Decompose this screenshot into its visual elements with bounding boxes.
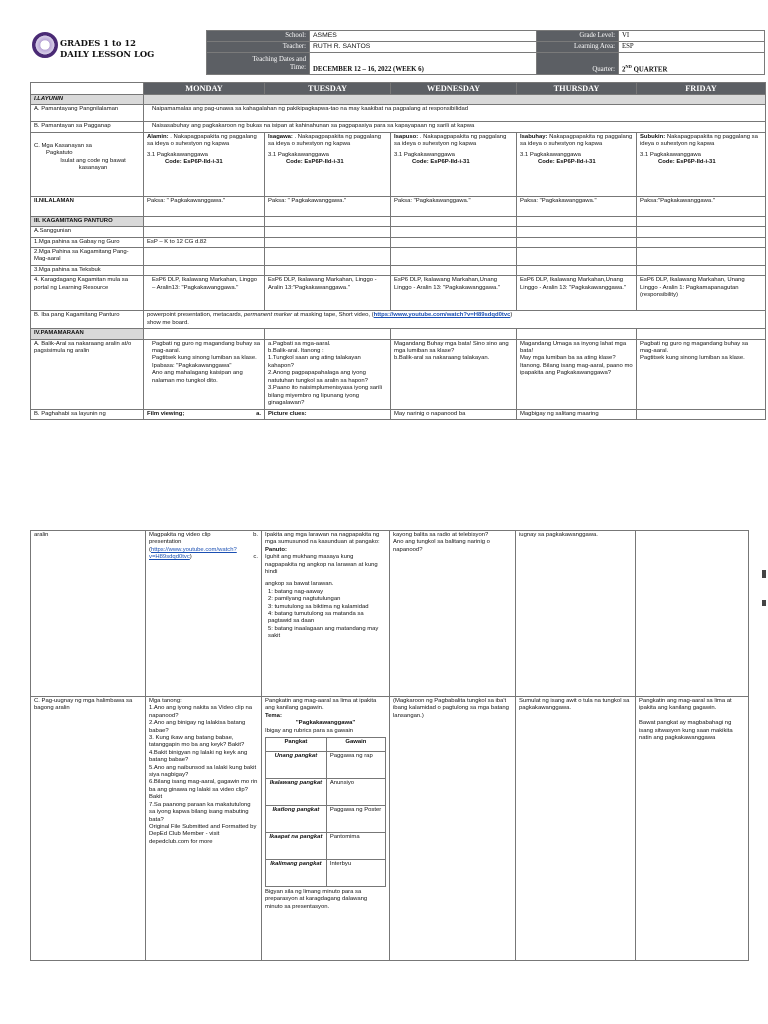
header-info <box>206 30 765 75</box>
lr-thursday: EsP6 DLP, Ikalawang Markahan,Unang Linggo - Aralin 13: "Pagkakawanggawa." <box>517 276 637 311</box>
nilalaman-wednesday: Paksa: "Pagkakawanggawa." <box>391 196 517 216</box>
nilalaman-friday: Paksa:"Pagkakawanggawa." <box>637 196 766 216</box>
pag-uugnay-wednesday: (Magkaroon ng Pagbabalita tungkol sa iba't ibang kalamidad o pagtulong sa mga batang lansangan.) <box>390 697 516 961</box>
quarter-value: 2ND QUARTER <box>619 53 765 75</box>
day-friday: FRIDAY <box>637 83 766 95</box>
teacher-value: RUTH R. SANTOS <box>310 42 537 53</box>
school-label: School: <box>207 31 310 42</box>
day-header-row <box>31 83 766 95</box>
quarter-label: Quarter: <box>537 53 619 75</box>
school-value: ASMES <box>310 31 537 42</box>
kasanayan-wednesday: Isapuso: . Nakapagpapakita ng paggalang sa ideya o suhestyon ng kapwa 3.1 Pagkakawanggawa Code: EsP6P-IId-i-31 <box>391 132 517 196</box>
groups-table: Pangkat Gawain Unang pangkat Paggawa ng rap Ikalawang pangkat Anunsiyo Ikatlong pangkat Paggawa ng Poster Ikaapat na pangkat Pantomima Ikalimang pangkat Interbyu <box>265 737 386 887</box>
lesson-log-table-continued <box>30 530 749 961</box>
area-value: ESP <box>619 42 765 53</box>
row-kasanayan <box>31 132 766 196</box>
pag-uugnay-monday: Mga tanong: 1.Ano ang iyong nakita sa Video clip na napanood? 2.Ano ang binigay ng lalakisa batang babae? 3. Kung ikaw ang batang babae, tatanggapin mo ba ang keyk? Bakit? 4.Bakit binigyan ng lalaki ng keyk ang batang babae? 5.Ano ang naibunsod sa lalaki kung bakit siya nagbigay? 6.Bilang isang mag-aaral, gagawin mo rin ba ang ginawa ng lalaki sa video clip? Bakit 7.Sa paanong paraan ka makatutulong sa iyong kapwa bilang isang mabuting bata? Original File Submitted and Formatted by DepEd Club Member - visit depedclub.com for more <box>146 697 262 961</box>
nilalaman-monday: Paksa: " Pagkakawanggawa." <box>144 196 265 216</box>
pag-uugnay-tuesday: Pangkatin ang mag-aaral sa lima at ipakita ang kanilang gagawin. Tema: "Pagkakawanggawa" Ibigay ang rubrics para sa gawain Pangkat Gawain Unang pangkat Paggawa ng rap Ikalawang pangkat Anunsiyo Ikatlong pangkat Paggawa ng Poster Ikaapat na pangkat Pantomima Ikalimang pangkat Interbyu Bigyan sila ng limang minuto para sa preparasyon at karagdagang dalawang minuto sa presentasyon. <box>262 697 390 961</box>
deped-seal-icon <box>32 32 58 58</box>
brand-title: GRADES 1 to 12 DAILY LESSON LOG <box>60 38 155 59</box>
balik-friday: Pagbati ng guro ng magandang buhay sa mag-aaral. Pagtitsek kung sinong lumiban sa klase. <box>637 339 766 409</box>
page-edge-mark <box>762 570 766 578</box>
section-layunin: I.LAYUNIN <box>31 95 766 105</box>
row-pamantayang-pangnilalaman: A. Pamantayang Pangnilalaman Naipamamalas ang pag-unawa sa kahagalahan ng pakikipagkapwa-tao na may kaakibat na pagpalang at responsibilidad <box>31 105 766 122</box>
page-2 <box>0 530 768 970</box>
paghahabi-monday: Magpakita ng video clip b. presentation (https://www.youtube.com/watch?v=H89sdqd0tvc) c. <box>146 531 262 697</box>
row-paghahabi: B. Paghahabi sa layunin ng Film viewing; a. Picture clues: May narinig o napanood ba Magbigay ng salitang maaring <box>31 409 766 419</box>
paghahabi-wednesday-top: May narinig o napanood ba <box>391 409 517 419</box>
section-kagamitang-panturo: III. KAGAMITANG PANTURO <box>31 216 766 226</box>
page-1 <box>0 0 768 480</box>
teacher-label: Teacher: <box>207 42 310 53</box>
kasanayan-thursday: Isabuhay: Nakapagpapakita ng paggalang sa ideya o suhestyon ng kapwa 3.1 Pagkakawanggawa Code: EsP6P-IId-i-31 <box>517 132 637 196</box>
balik-tuesday: a.Pagbati sa mga-aaral. b.Balik-aral. Itanong : 1.Tungkol saan ang ating talakayan kahapon? 2.Anong pagpapapahalaga ang iyong natutuhan tungkol sa aralin sa hapon? 3.Paano ito naisimplumenisyasa iyong sarili bilang miyembro ng lipunang iyong ginagalawan? <box>265 339 391 409</box>
nilalaman-thursday: Paksa: "Pagkakawanggawa." <box>517 196 637 216</box>
kasanayan-friday: Subukin: Nakapagpapakita ng paggalang sa ideya o suhestyon ng kapwa 3.1 Pagkakawanggawa Code: EsP6P-IId-i-31 <box>637 132 766 196</box>
paghahabi-thursday-top: Magbigay ng salitang maaring <box>517 409 637 419</box>
day-tuesday: TUESDAY <box>265 83 391 95</box>
lr-tuesday: EsP6 DLP, Ikalawang Markahan, Linggo - Aralin 13:"Pagkakawanggawa." <box>265 276 391 311</box>
paghahabi-wednesday: kayong balita sa radio at telebisyon? Ano ang tungkol sa balitang narinig o napanood? <box>390 531 516 697</box>
pag-uugnay-thursday: Sumulat ng isang awit o tula na tungkol sa pagkakawanggawa. <box>516 697 636 961</box>
row-teksbuk: 3.Mga pahina sa Teksbuk <box>31 265 766 275</box>
row-pag-uugnay: C. Pag-uugnay ng mga halimbawa sa bagong aralin Mga tanong: 1.Ano ang iyong nakita sa Video clip na napanood? 2.Ano ang binigay ng lalakisa batang babae? 3. Kung ikaw ang batang babae, tatanggapin mo ba ang keyk? Bakit? 4.Bakit binigyan ng lalaki ng keyk ang batang babae? 5.Ano ang naibunsod sa lalaki kung bakit siya nagbigay? 6.Bilang isang mag-aaral, gagawin mo rin ba ang ginawa ng lalaki sa video clip? Bakit 7.Sa paanong paraan ka makatutulong sa iyong kapwa bilang isang mabuting bata? Original File Submitted and Formatted by DepEd Club Member - visit depedclub.com for more Pangkatin ang mag-aaral sa lima at ipakita ang kanilang gagawin. Tema: "Pagkakawanggawa" Ibigay ang rubrics para sa gawain Pangkat Gawain Unang pangkat Paggawa ng rap Ikalawang pangkat Anunsiyo Ikatlong pangkat Paggawa ng Poster Ikaapat na pangkat Pantomima Ikalimang pangkat Interbyu Bigyan sila ng limang minuto para sa preparasyon at karagdagang dalawang minuto sa presentasyon. (Magkaroon ng Pagbabalita tungkol sa iba't ibang kalamidad o pagtulong sa mga batang lansangan.) Sumulat ng isang awit o tula na tungkol sa pagkakawanggawa. Pangkatin ang mag-aaral sa lima at ipakita ang kanilang gagawin. Bawat pangkat ay magbabahagi ng isang sitwasyon kung saan makikita natin ang pagkakawanggawa <box>31 697 749 961</box>
row-iba-pang-kagamitan: B. Iba pang Kagamitang Panturo powerpoint presentation, metacards, permanent marker at masking tape, Short video, (https://www.youtube.com/watch?v=H89sdqd0tvc) show me board. <box>31 311 766 329</box>
balik-thursday: Magandang Umaga sa inyong lahat mga bata! May mga lumiban ba sa ating klase? Itanong. Bilang isang mag-aaral, paano mo ipapakita ang Pagkakawanggawa? <box>517 339 637 409</box>
day-thursday: THURSDAY <box>517 83 637 95</box>
lr-wednesday: EsP6 DLP, Ikalawang Markahan,Unang Linggo - Aralin 13: "Pagkakawanggawa." <box>391 276 517 311</box>
lesson-log-table <box>30 82 766 420</box>
balik-monday: Pagbati ng guro ng magandang buhay sa mag-aaral. Pagtitsek kung sinong lumiban sa klase. Ipabasa: "Pagkakawanggawa" Ano ang mahalagang kaisipan ang nalaman mo tungkol dito. <box>144 339 265 409</box>
row-balik-aral: A. Balik-Aral sa nakaraang aralin at/o pagsisimula ng aralin Pagbati ng guro ng magandang buhay sa mag-aaral. Pagtitsek kung sinong lumiban sa klase. Ipabasa: "Pagkakawanggawa" Ano ang mahalagang kaisipan ang nalaman mo tungkol dito. a.Pagbati sa mga-aaral. b.Balik-aral. Itanong : 1.Tungkol saan ang ating talakayan kahapon? 2.Anong pagpapapahalaga ang iyong natutuhan tungkol sa aralin sa hapon? 3.Paano ito naisimplumenisyasa iyong sarili bilang miyembro ng lipunang iyong ginagalawan? Magandang Buhay mga bata! Sino sino ang mga lumiban sa klase? b.Balik-aral sa nakaraang talakayan. Magandang Umaga sa inyong lahat mga bata! May mga lumiban ba sa ating klase? Itanong. Bilang isang mag-aaral, paano mo ipapakita ang Pagkakawanggawa? Pagbati ng guro ng magandang buhay sa mag-aaral. Pagtitsek kung sinong lumiban sa klase. <box>31 339 766 409</box>
day-monday: MONDAY <box>144 83 265 95</box>
paghahabi-tuesday-top: Picture clues: <box>265 409 391 419</box>
paghahabi-monday-top: Film viewing; a. <box>144 409 265 419</box>
header <box>30 30 765 75</box>
section-pamamaraan: IV.PAMAMARAAN <box>31 329 766 339</box>
row-kagamitang-mag-aaral: 2.Mga Pahina sa Kagamitang Pang-Mag-aaral <box>31 248 766 266</box>
lr-monday: EsP6 DLP, Ikalawang Markahan, Linggo – Aralin13: "Pagkakawanggawa." <box>144 276 265 311</box>
kasanayan-monday: Alamin: . Nakapagpapakita ng paggalang sa ideya o suhestyon ng kapwa 3.1 Pagkakawanggawa Code: EsP6P-IId-i-31 <box>144 132 265 196</box>
lr-friday: EsP6 DLP, Ikalawang Markahan, Unang Linggo - Aralin 1: Pagkamapanagutan (responsibility) <box>637 276 766 311</box>
grade-value: VI <box>619 31 765 42</box>
nilalaman-tuesday: Paksa: " Pagkakawanggawa." <box>265 196 391 216</box>
paghahabi-thursday: iugnay sa pagkakawanggawa. <box>516 531 636 697</box>
kasanayan-label: C. Mga Kasanayan sa Pagkatuto Isulat ang code ng bawat kasanayan <box>31 132 144 196</box>
dates-value: DECEMBER 12 – 16, 2022 (WEEK 6) <box>310 53 537 75</box>
day-wednesday: WEDNESDAY <box>391 83 517 95</box>
iba-pang-kagamitan: powerpoint presentation, metacards, permanent marker at masking tape, Short video, (https://www.youtube.com/watch?v=H89sdqd0tvc) show me board. <box>144 311 766 329</box>
video-link[interactable]: https://www.youtube.com/watch?v=H89sdqd0tvc <box>149 546 237 561</box>
row-learning-resource: 4. Karagdagang Kagamitan mula sa portal ng Learning Resource EsP6 DLP, Ikalawang Markahan, Linggo – Aralin13: "Pagkakawanggawa." EsP6 DLP, Ikalawang Markahan, Linggo - Aralin 13:"Pagkakawanggawa." EsP6 DLP, Ikalawang Markahan,Unang Linggo - Aralin 13: "Pagkakawanggawa." EsP6 DLP, Ikalawang Markahan,Unang Linggo - Aralin 13: "Pagkakawanggawa." EsP6 DLP, Ikalawang Markahan, Unang Linggo - Aralin 1: Pagkamapanagutan (responsibility) <box>31 276 766 311</box>
row-pamantayan-sa-pagganap: B. Pamantayan sa Pagganap Naisasabuhay ang pagkakaroon ng bukas na isipan at kahinahunan sa pagpapasiya para sa kapayapaan ng sarili at kapwa <box>31 122 766 132</box>
youtube-link[interactable]: https://www.youtube.com/watch?v=H89sdqd0tvc <box>373 312 511 319</box>
pag-uugnay-friday: Pangkatin ang mag-aaral sa lima at ipakita ang kanilang gagawin. Bawat pangkat ay magbabahagi ng isang sitwasyon kung saan makikita natin ang pagkakawanggawa <box>636 697 749 961</box>
area-label: Learning Area: <box>537 42 619 53</box>
row-gabay-ng-guro: 1.Mga pahina sa Gabay ng Guro EsP – K to 12 CG d.82 <box>31 237 766 247</box>
row-sanggunian: A.Sanggunian <box>31 227 766 237</box>
paghahabi-tuesday: Ipakita ang mga larawan na nagpapakita ng mga sumusunod na kasunduan at pangako: Panuto: Iguhit ang mukhang masaya kung nagpapakita ng angkop na larawan at kung hindi angkop sa bawat larawan. 1: batang nag-aaway 2: pamilyang nagtutulungan 3: tumutulong sa biktima ng kalamidad 4: batang tumutulong sa matanda sa pagtawid sa daan 5: batang inaalagaan ang matandang may sakit <box>262 531 390 697</box>
row-paghahabi-continued: aralin Magpakita ng video clip b. presentation (https://www.youtube.com/watch?v=H89sdqd0tvc) c. Ipakita ang mga larawan na nagpapakita ng mga sumusunod na kasunduan at pangako: Panuto: Iguhit ang mukhang masaya kung nagpapakita ng angkop na larawan at kung hindi angkop sa bawat larawan. 1: batang nag-aaway 2: pamilyang nagtutulungan 3: tumutulong sa biktima ng kalamidad 4: batang tumutulong sa matanda sa pagtawid sa daan 5: batang inaalagaan ang matandang may sakit kayong balita sa radio at telebisyon? Ano ang tungkol sa balitang narinig o napanood? iugnay sa pagkakawanggawa. <box>31 531 749 697</box>
balik-wednesday: Magandang Buhay mga bata! Sino sino ang mga lumiban sa klase? b.Balik-aral sa nakaraang talakayan. <box>391 339 517 409</box>
kasanayan-tuesday: Isagawa: . Nakapagpapakita ng paggalang sa ideya o suhestyon ng kapwa 3.1 Pagkakawanggawa Code: EsP6P-IId-i-31 <box>265 132 391 196</box>
grade-label: Grade Level: <box>537 31 619 42</box>
row-nilalaman: II.NILALAMAN Paksa: " Pagkakawanggawa." Paksa: " Pagkakawanggawa." Paksa: "Pagkakawanggawa." Paksa: "Pagkakawanggawa." Paksa:"Pagkakawanggawa." <box>31 196 766 216</box>
dates-label: Teaching Dates and Time: <box>207 53 310 75</box>
page-edge-mark <box>762 600 766 606</box>
